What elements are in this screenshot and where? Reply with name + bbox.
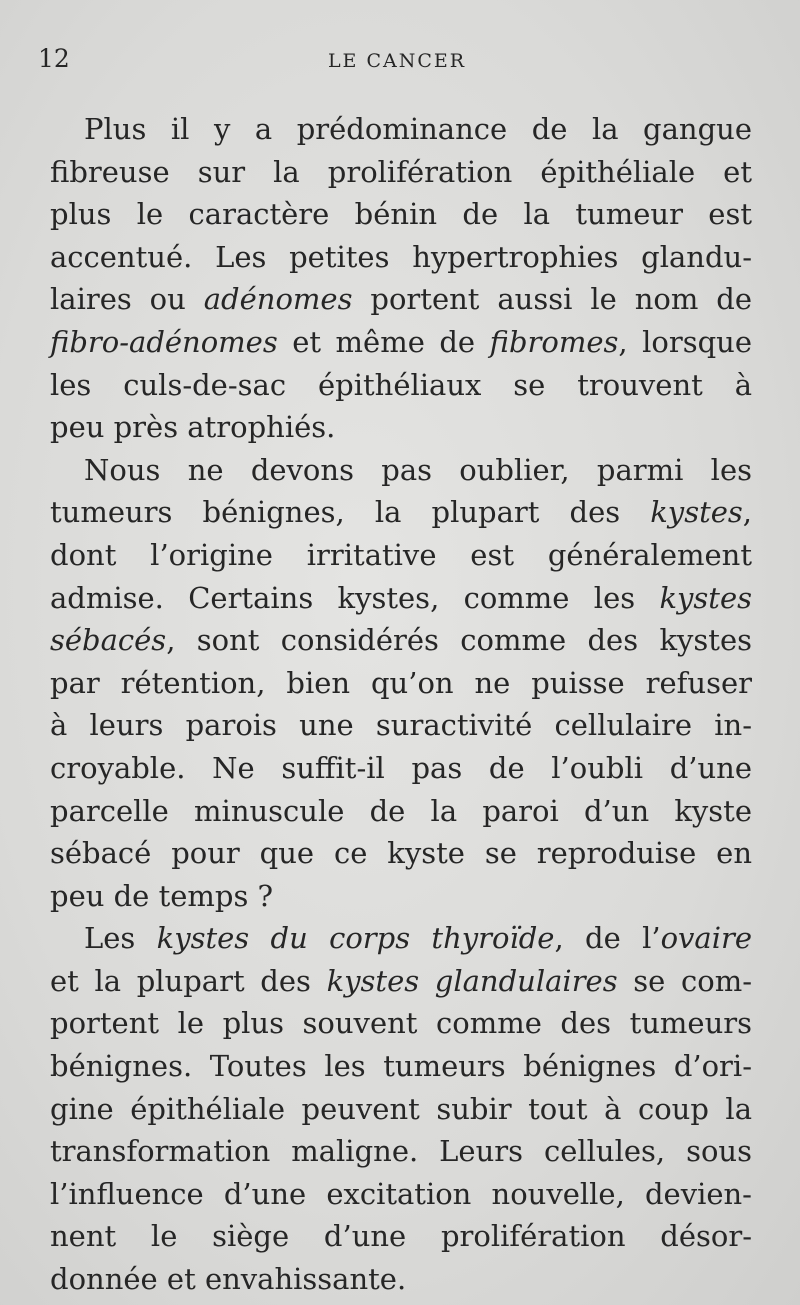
text-line: laires ou adénomes portent aussi le nom de [50, 282, 752, 317]
text-line: l’influence d’une excitation nouvelle, devien- [50, 1176, 752, 1211]
text-line: tumeurs bénignes, la plupart des kystes, [50, 495, 752, 530]
body-text [50, 108, 752, 1301]
text-line: accentué. Les petites hypertrophies glandu- [50, 239, 752, 274]
text-line: à leurs parois une suractivité cellulaire in- [50, 708, 752, 743]
text-line: plus le caractère bénin de la tumeur est [50, 197, 752, 232]
text-line: nent le siège d’une prolifération désor- [50, 1219, 752, 1254]
italic-term: kystes du corps thyroïde [156, 921, 555, 956]
text-line: parcelle minuscule de la paroi d’un kyste [50, 793, 752, 828]
text-line: Nous ne devons pas oublier, parmi les [84, 452, 752, 487]
text-line: portent le plus souvent comme des tumeurs [50, 1006, 752, 1041]
italic-term: kystes [659, 580, 752, 615]
italic-term: kystes [650, 495, 743, 530]
text-line: bénignes. Toutes les tumeurs bénignes d’ori- [50, 1049, 752, 1084]
text-line: gine épithéliale peuvent subir tout à coup la [50, 1091, 752, 1126]
text-line: peu de temps ? [50, 878, 274, 913]
text-line: donnée et envahissante. [50, 1262, 407, 1297]
italic-term: sébacés [50, 623, 167, 658]
italic-term: fibromes [489, 324, 619, 359]
text-line: transformation maligne. Leurs cellules, sous [50, 1134, 752, 1169]
text-line: Plus il y a prédominance de la gangue [84, 112, 752, 146]
page-number: 12 [38, 44, 70, 73]
text-line: fibreuse sur la prolifération épithéliale et [50, 154, 752, 189]
italic-term: ovaire [660, 921, 753, 956]
text-line: les culs-de-sac épithéliaux se trouvent à [50, 367, 752, 402]
text-line: par rétention, bien qu’on ne puisse refuser [50, 665, 752, 700]
text-line: croyable. Ne suffit-il pas de l’oubli d’une [50, 750, 752, 785]
text-line: fibro-adénomes et même de fibromes, lorsque [50, 324, 752, 359]
italic-term: kystes glandulaires [326, 963, 618, 998]
text-line: Les kystes du corps thyroïde, de l’ovaire [84, 921, 753, 956]
text-line: sébacé pour que ce kyste se reproduise en [50, 836, 752, 871]
text-line: et la plupart des kystes glandulaires se com- [50, 963, 753, 998]
running-title: LE CANCER [327, 50, 467, 72]
text-line: sébacés, sont considérés comme des kystes [50, 623, 752, 658]
running-head [38, 44, 756, 84]
text-line: dont l’origine irritative est généralement [50, 537, 752, 572]
text-line: peu près atrophiés. [50, 410, 336, 445]
italic-term: adénomes [203, 282, 353, 317]
text-line: admise. Certains kystes, comme les kystes [50, 580, 752, 615]
italic-term: fibro-adénomes [50, 324, 278, 359]
